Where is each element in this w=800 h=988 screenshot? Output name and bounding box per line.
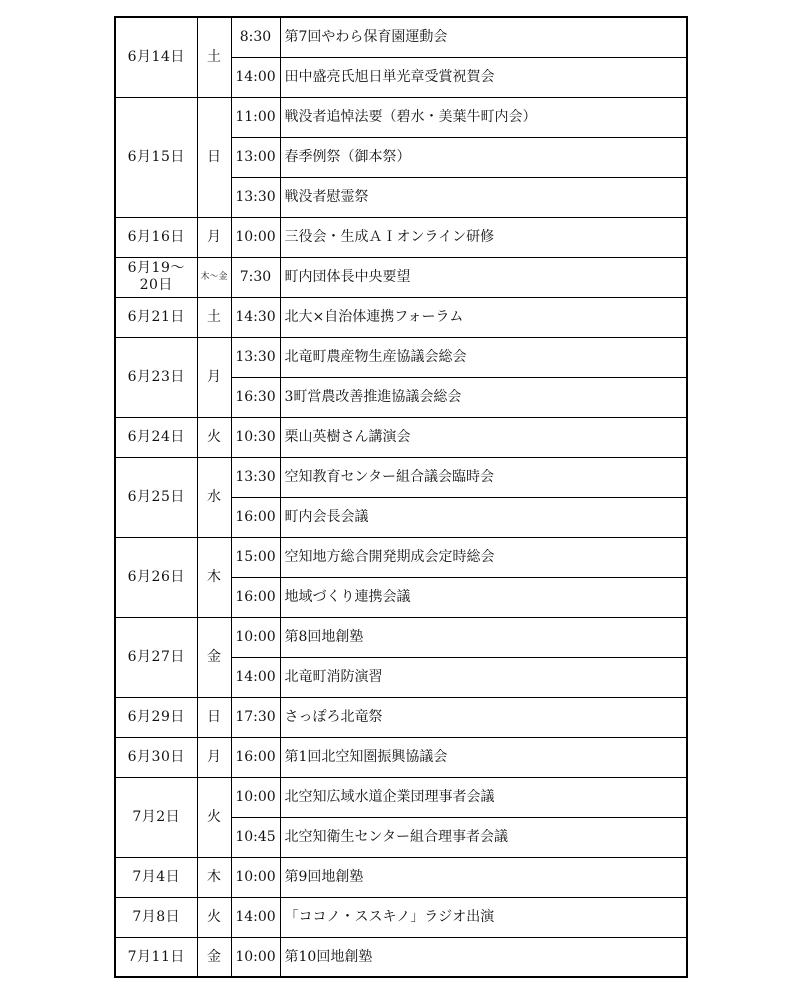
schedule-row (115, 17, 687, 57)
event-cell: 北空知衛生センター組合理事者会議 (280, 817, 687, 857)
date-cell: 6月15日 (115, 97, 197, 217)
schedule-row (115, 617, 687, 657)
time-cell: 14:30 (231, 297, 280, 337)
event-cell: さっぽろ北竜祭 (280, 697, 687, 737)
weekday-cell: 月 (197, 737, 231, 777)
date-cell: 6月30日 (115, 737, 197, 777)
schedule-row (115, 217, 687, 257)
weekday-cell: 日 (197, 97, 231, 217)
date-cell: 7月2日 (115, 777, 197, 857)
time-cell: 13:30 (231, 457, 280, 497)
schedule-row (115, 857, 687, 897)
weekday-cell: 土 (197, 17, 231, 97)
schedule-row (115, 257, 687, 297)
event-cell: 戦没者慰霊祭 (280, 177, 687, 217)
date-cell: 6月14日 (115, 17, 197, 97)
date-cell: 6月24日 (115, 417, 197, 457)
event-cell: 北大×自治体連携フォーラム (280, 297, 687, 337)
schedule-row (115, 897, 687, 937)
weekday-cell: 金 (197, 937, 231, 977)
weekday-cell: 月 (197, 217, 231, 257)
event-cell: 田中盛亮氏旭日単光章受賞祝賀会 (280, 57, 687, 97)
time-cell: 10:00 (231, 217, 280, 257)
time-cell: 15:00 (231, 537, 280, 577)
schedule-row (115, 417, 687, 457)
schedule-row (115, 737, 687, 777)
event-cell: 第10回地創塾 (280, 937, 687, 977)
date-cell: 6月29日 (115, 697, 197, 737)
time-cell: 16:00 (231, 497, 280, 537)
schedule-row (115, 97, 687, 137)
schedule-row (115, 457, 687, 497)
event-cell: 栗山英樹さん講演会 (280, 417, 687, 457)
time-cell: 10:30 (231, 417, 280, 457)
time-cell: 16:00 (231, 577, 280, 617)
date-cell: 6月16日 (115, 217, 197, 257)
time-cell: 17:30 (231, 697, 280, 737)
event-cell: 第9回地創塾 (280, 857, 687, 897)
date-cell: 7月11日 (115, 937, 197, 977)
weekday-cell: 木 (197, 857, 231, 897)
event-cell: 戦没者追悼法要（碧水・美葉牛町内会） (280, 97, 687, 137)
time-cell: 13:30 (231, 177, 280, 217)
time-cell: 10:00 (231, 857, 280, 897)
date-cell: 7月4日 (115, 857, 197, 897)
event-cell: 北竜町消防演習 (280, 657, 687, 697)
schedule-row (115, 697, 687, 737)
event-cell: 町内会長会議 (280, 497, 687, 537)
event-cell: 空知教育センター組合議会臨時会 (280, 457, 687, 497)
date-cell: 7月8日 (115, 897, 197, 937)
time-cell: 14:00 (231, 57, 280, 97)
time-cell: 10:00 (231, 777, 280, 817)
time-cell: 14:00 (231, 657, 280, 697)
weekday-cell: 金 (197, 617, 231, 697)
time-cell: 13:00 (231, 137, 280, 177)
event-cell: 北空知広域水道企業団理事者会議 (280, 777, 687, 817)
weekday-cell: 月 (197, 337, 231, 417)
time-cell: 16:00 (231, 737, 280, 777)
time-cell: 10:45 (231, 817, 280, 857)
schedule-row (115, 537, 687, 577)
schedule-row (115, 337, 687, 377)
date-cell: 6月25日 (115, 457, 197, 537)
time-cell: 11:00 (231, 97, 280, 137)
weekday-cell: 日 (197, 697, 231, 737)
date-cell: 6月23日 (115, 337, 197, 417)
event-cell: 第8回地創塾 (280, 617, 687, 657)
schedule-table (114, 16, 688, 978)
weekday-cell: 火 (197, 417, 231, 457)
date-cell: 6月19～ 20日 (115, 257, 197, 297)
event-cell: 春季例祭（御本祭） (280, 137, 687, 177)
weekday-cell: 木 (197, 537, 231, 617)
event-cell: 三役会・生成ＡＩオンライン研修 (280, 217, 687, 257)
time-cell: 8:30 (231, 17, 280, 57)
event-cell: 「ココノ・ススキノ」ラジオ出演 (280, 897, 687, 937)
time-cell: 10:00 (231, 617, 280, 657)
event-cell: 空知地方総合開発期成会定時総会 (280, 537, 687, 577)
event-cell: 第7回やわら保育園運動会 (280, 17, 687, 57)
weekday-cell: 火 (197, 897, 231, 937)
schedule-row (115, 937, 687, 977)
schedule-row (115, 297, 687, 337)
weekday-cell: 木～金 (197, 257, 231, 297)
weekday-cell: 水 (197, 457, 231, 537)
time-cell: 7:30 (231, 257, 280, 297)
event-cell: 町内団体長中央要望 (280, 257, 687, 297)
time-cell: 10:00 (231, 937, 280, 977)
event-cell: 3町営農改善推進協議会総会 (280, 377, 687, 417)
date-cell: 6月21日 (115, 297, 197, 337)
schedule-body (115, 17, 687, 977)
date-cell: 6月27日 (115, 617, 197, 697)
event-cell: 地域づくり連携会議 (280, 577, 687, 617)
event-cell: 第1回北空知圏振興協議会 (280, 737, 687, 777)
date-cell: 6月26日 (115, 537, 197, 617)
weekday-cell: 土 (197, 297, 231, 337)
schedule-row (115, 777, 687, 817)
event-cell: 北竜町農産物生産協議会総会 (280, 337, 687, 377)
weekday-cell: 火 (197, 777, 231, 857)
time-cell: 13:30 (231, 337, 280, 377)
time-cell: 16:30 (231, 377, 280, 417)
time-cell: 14:00 (231, 897, 280, 937)
